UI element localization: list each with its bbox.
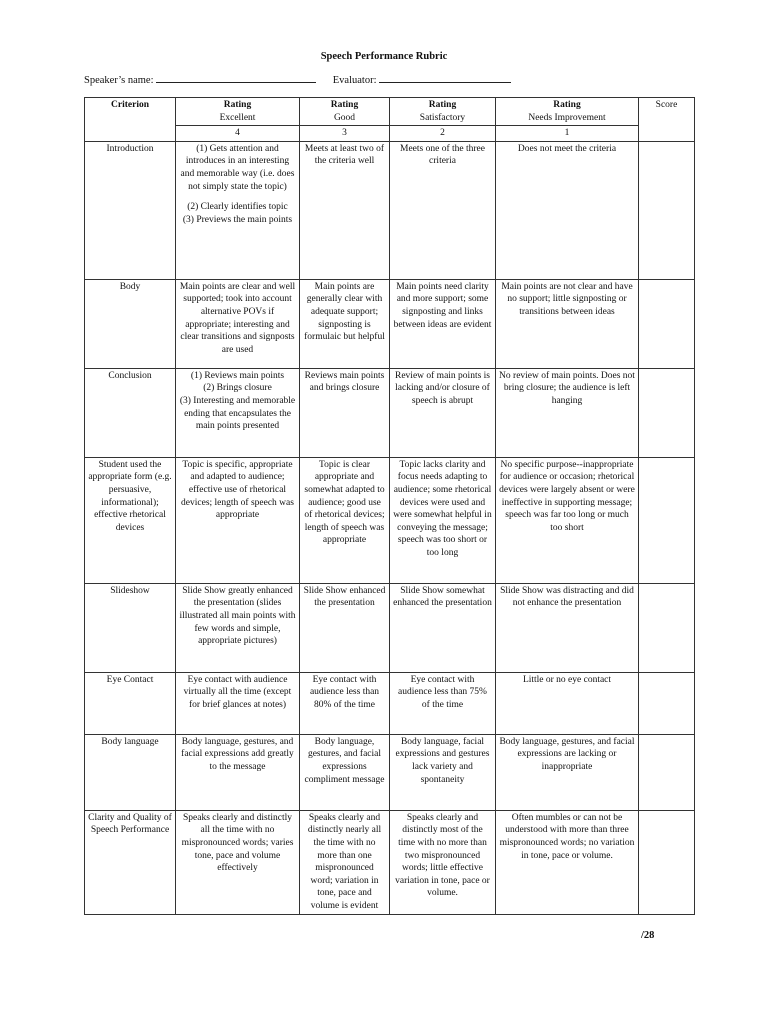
satisfactory-cell: Speaks clearly and distinctly most of the time with no more than two mispronounced words; little effective variation in tone, pace or volume. <box>390 810 496 914</box>
needs-improvement-cell: No review of main points. Does not bring closure; the audience is left hanging <box>496 368 639 457</box>
points-needs-improvement: 1 <box>496 126 639 142</box>
evaluator-blank[interactable] <box>379 73 511 83</box>
table-row <box>85 141 695 279</box>
satisfactory-cell: Main points need clarity and more support; some signposting and links between ideas are evident <box>390 279 496 368</box>
evaluator-label: Evaluator: <box>332 75 377 86</box>
criterion-cell: Body language <box>85 734 176 810</box>
header-row <box>85 98 695 126</box>
excellent-cell: Topic is specific, appropriate and adapted to audience; effective use of rhetorical devices; length of speech was appropriate <box>176 457 300 583</box>
needs-improvement-cell: Slide Show was distracting and did not enhance the presentation <box>496 583 639 672</box>
satisfactory-cell: Topic lacks clarity and focus needs adapting to audience; some rhetorical devices were used and were somewhat helpful in conveying the message; speech was too short or too long <box>390 457 496 583</box>
criterion-cell: Conclusion <box>85 368 176 457</box>
good-cell: Topic is clear appropriate and somewhat adapted to audience; good use of rhetorical devices; length of speech was appropriate <box>300 457 390 583</box>
score-cell[interactable] <box>639 457 695 583</box>
criterion-cell: Student used the appropriate form (e.g. persuasive, informational); effective rhetorical devices <box>85 457 176 583</box>
good-cell: Speaks clearly and distinctly nearly all the time with no more than one mispronounced word; variation in tone, pace and volume is evident <box>300 810 390 914</box>
table-row <box>85 368 695 457</box>
rating-header-needs-improvement: Rating Needs Improvement <box>496 98 639 126</box>
score-cell[interactable] <box>639 141 695 279</box>
criterion-cell: Introduction <box>85 141 176 279</box>
excellent-cell: (1) Reviews main points (2) Brings closure (3) Interesting and memorable ending that encapsulates the main points presented <box>176 368 300 457</box>
table-row <box>85 279 695 368</box>
excellent-cell: Body language, gestures, and facial expressions add greatly to the message <box>176 734 300 810</box>
satisfactory-cell: Slide Show somewhat enhanced the presentation <box>390 583 496 672</box>
criterion-cell: Body <box>85 279 176 368</box>
criterion-cell: Slideshow <box>85 583 176 672</box>
table-row <box>85 672 695 734</box>
needs-improvement-cell: Body language, gestures, and facial expressions are lacking or inappropriate <box>496 734 639 810</box>
needs-improvement-cell: Does not meet the criteria <box>496 141 639 279</box>
good-cell: Reviews main points and brings closure <box>300 368 390 457</box>
speaker-name-blank[interactable] <box>156 73 316 83</box>
needs-improvement-cell: Often mumbles or can not be understood with more than three mispronounced words; no variation in tone, pace or volume. <box>496 810 639 914</box>
points-good: 3 <box>300 126 390 142</box>
criterion-header: Criterion <box>85 98 176 142</box>
score-cell[interactable] <box>639 368 695 457</box>
excellent-cell: Slide Show greatly enhanced the presentation (slides illustrated all main points with few words and simple, appropriate pictures) <box>176 583 300 672</box>
rating-header-satisfactory: Rating Satisfactory <box>390 98 496 126</box>
table-row <box>85 583 695 672</box>
points-row <box>85 126 695 142</box>
satisfactory-cell: Body language, facial expressions and gestures lack variety and spontaneity <box>390 734 496 810</box>
excellent-cell: Main points are clear and well supported; took into account alternative POVs if appropriate; interesting and clear transitions and signposts are used <box>176 279 300 368</box>
good-cell: Eye contact with audience less than 80% of the time <box>300 672 390 734</box>
satisfactory-cell: Eye contact with audience less than 75% of the time <box>390 672 496 734</box>
excellent-cell: Eye contact with audience virtually all the time (except for brief glances at notes) <box>176 672 300 734</box>
score-header: Score <box>639 98 695 142</box>
rating-header-excellent: Rating Excellent <box>176 98 300 126</box>
good-cell: Meets at least two of the criteria well <box>300 141 390 279</box>
satisfactory-cell: Meets one of the three criteria <box>390 141 496 279</box>
satisfactory-cell: Review of main points is lacking and/or closure of speech is abrupt <box>390 368 496 457</box>
rating-header-good: Rating Good <box>300 98 390 126</box>
needs-improvement-cell: No specific purpose--inappropriate for audience or occasion; rhetorical devices were largely absent or were ineffective in supporting message; speech was far too long or much too short <box>496 457 639 583</box>
score-cell[interactable] <box>639 279 695 368</box>
table-row <box>85 457 695 583</box>
table-row <box>85 810 695 914</box>
rubric-table <box>84 97 695 915</box>
page-title: Speech Performance Rubric <box>320 51 448 62</box>
points-satisfactory: 2 <box>390 126 496 142</box>
good-cell: Main points are generally clear with adequate support; signposting is formulaic but helpful <box>300 279 390 368</box>
good-cell: Body language, gestures, and facial expressions compliment message <box>300 734 390 810</box>
table-row <box>85 734 695 810</box>
form-meta <box>84 73 511 86</box>
speaker-name-label: Speaker’s name: <box>84 75 154 86</box>
needs-improvement-cell: Little or no eye contact <box>496 672 639 734</box>
score-cell[interactable] <box>639 810 695 914</box>
score-cell[interactable] <box>639 583 695 672</box>
needs-improvement-cell: Main points are not clear and have no support; little signposting or transitions between ideas <box>496 279 639 368</box>
good-cell: Slide Show enhanced the presentation <box>300 583 390 672</box>
criterion-cell: Clarity and Quality of Speech Performance <box>85 810 176 914</box>
excellent-cell: Speaks clearly and distinctly all the time with no mispronounced words; varies tone, pace and volume effectively <box>176 810 300 914</box>
excellent-cell: (1) Gets attention and introduces in an interesting and memorable way (i.e. does not simply state the topic) (2) Clearly identifies topic (3) Previews the main points <box>176 141 300 279</box>
points-excellent: 4 <box>176 126 300 142</box>
score-cell[interactable] <box>639 672 695 734</box>
criterion-cell: Eye Contact <box>85 672 176 734</box>
score-cell[interactable] <box>639 734 695 810</box>
total-score-label: /28 <box>641 930 655 941</box>
